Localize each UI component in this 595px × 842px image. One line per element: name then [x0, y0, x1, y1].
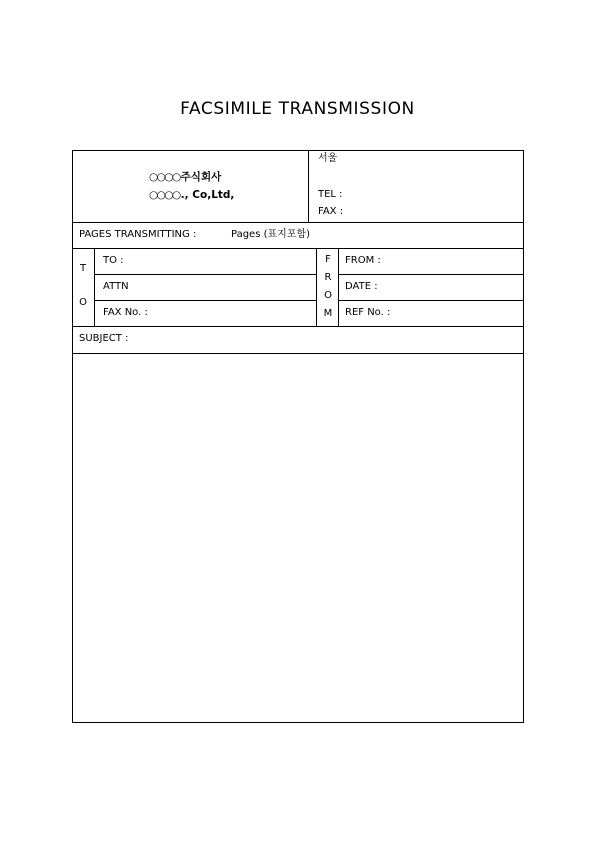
to-label: TO : [103, 255, 124, 266]
from-side-letter-f: F [325, 254, 331, 265]
subject-label: SUBJECT : [79, 333, 129, 344]
tel-label: TEL : [318, 189, 343, 200]
from-side-letter-m: M [323, 308, 333, 319]
divider-to-right [316, 248, 317, 326]
from-side-letter-r: R [324, 272, 332, 283]
divider-to-row [94, 274, 316, 275]
divider-to-label-column [94, 248, 95, 326]
divider-date-row [338, 300, 523, 301]
pages-transmitting-label: PAGES TRANSMITTING : [79, 229, 197, 240]
pages-value: Pages (표지포함) [231, 229, 311, 240]
divider-from-row [338, 274, 523, 275]
document-title: FACSIMILE TRANSMISSION [180, 99, 415, 119]
fax-label: FAX : [318, 206, 344, 217]
to-fax-number-label: FAX No. : [103, 307, 148, 318]
from-side-letter-o: O [324, 290, 332, 301]
to-side-letter-o: O [79, 297, 87, 308]
company-korean-name: ○○○○주식회사 [149, 171, 222, 183]
attn-label: ATTN [103, 281, 129, 292]
message-body-area [73, 354, 523, 722]
divider-header-bottom [73, 222, 523, 223]
fax-cover-form [72, 150, 524, 723]
divider-pages-bottom [73, 248, 523, 249]
divider-header-middle [308, 151, 309, 222]
from-label: FROM : [345, 255, 381, 266]
date-label: DATE : [345, 281, 378, 292]
divider-routing-bottom [73, 326, 523, 327]
divider-attn-row [94, 300, 316, 301]
company-english-name: ○○○○., Co,Ltd, [149, 189, 235, 201]
divider-from-label-column [338, 248, 339, 326]
address-city: 서울 [318, 153, 338, 164]
to-side-letter-t: T [79, 263, 87, 274]
ref-number-label: REF No. : [345, 307, 391, 318]
